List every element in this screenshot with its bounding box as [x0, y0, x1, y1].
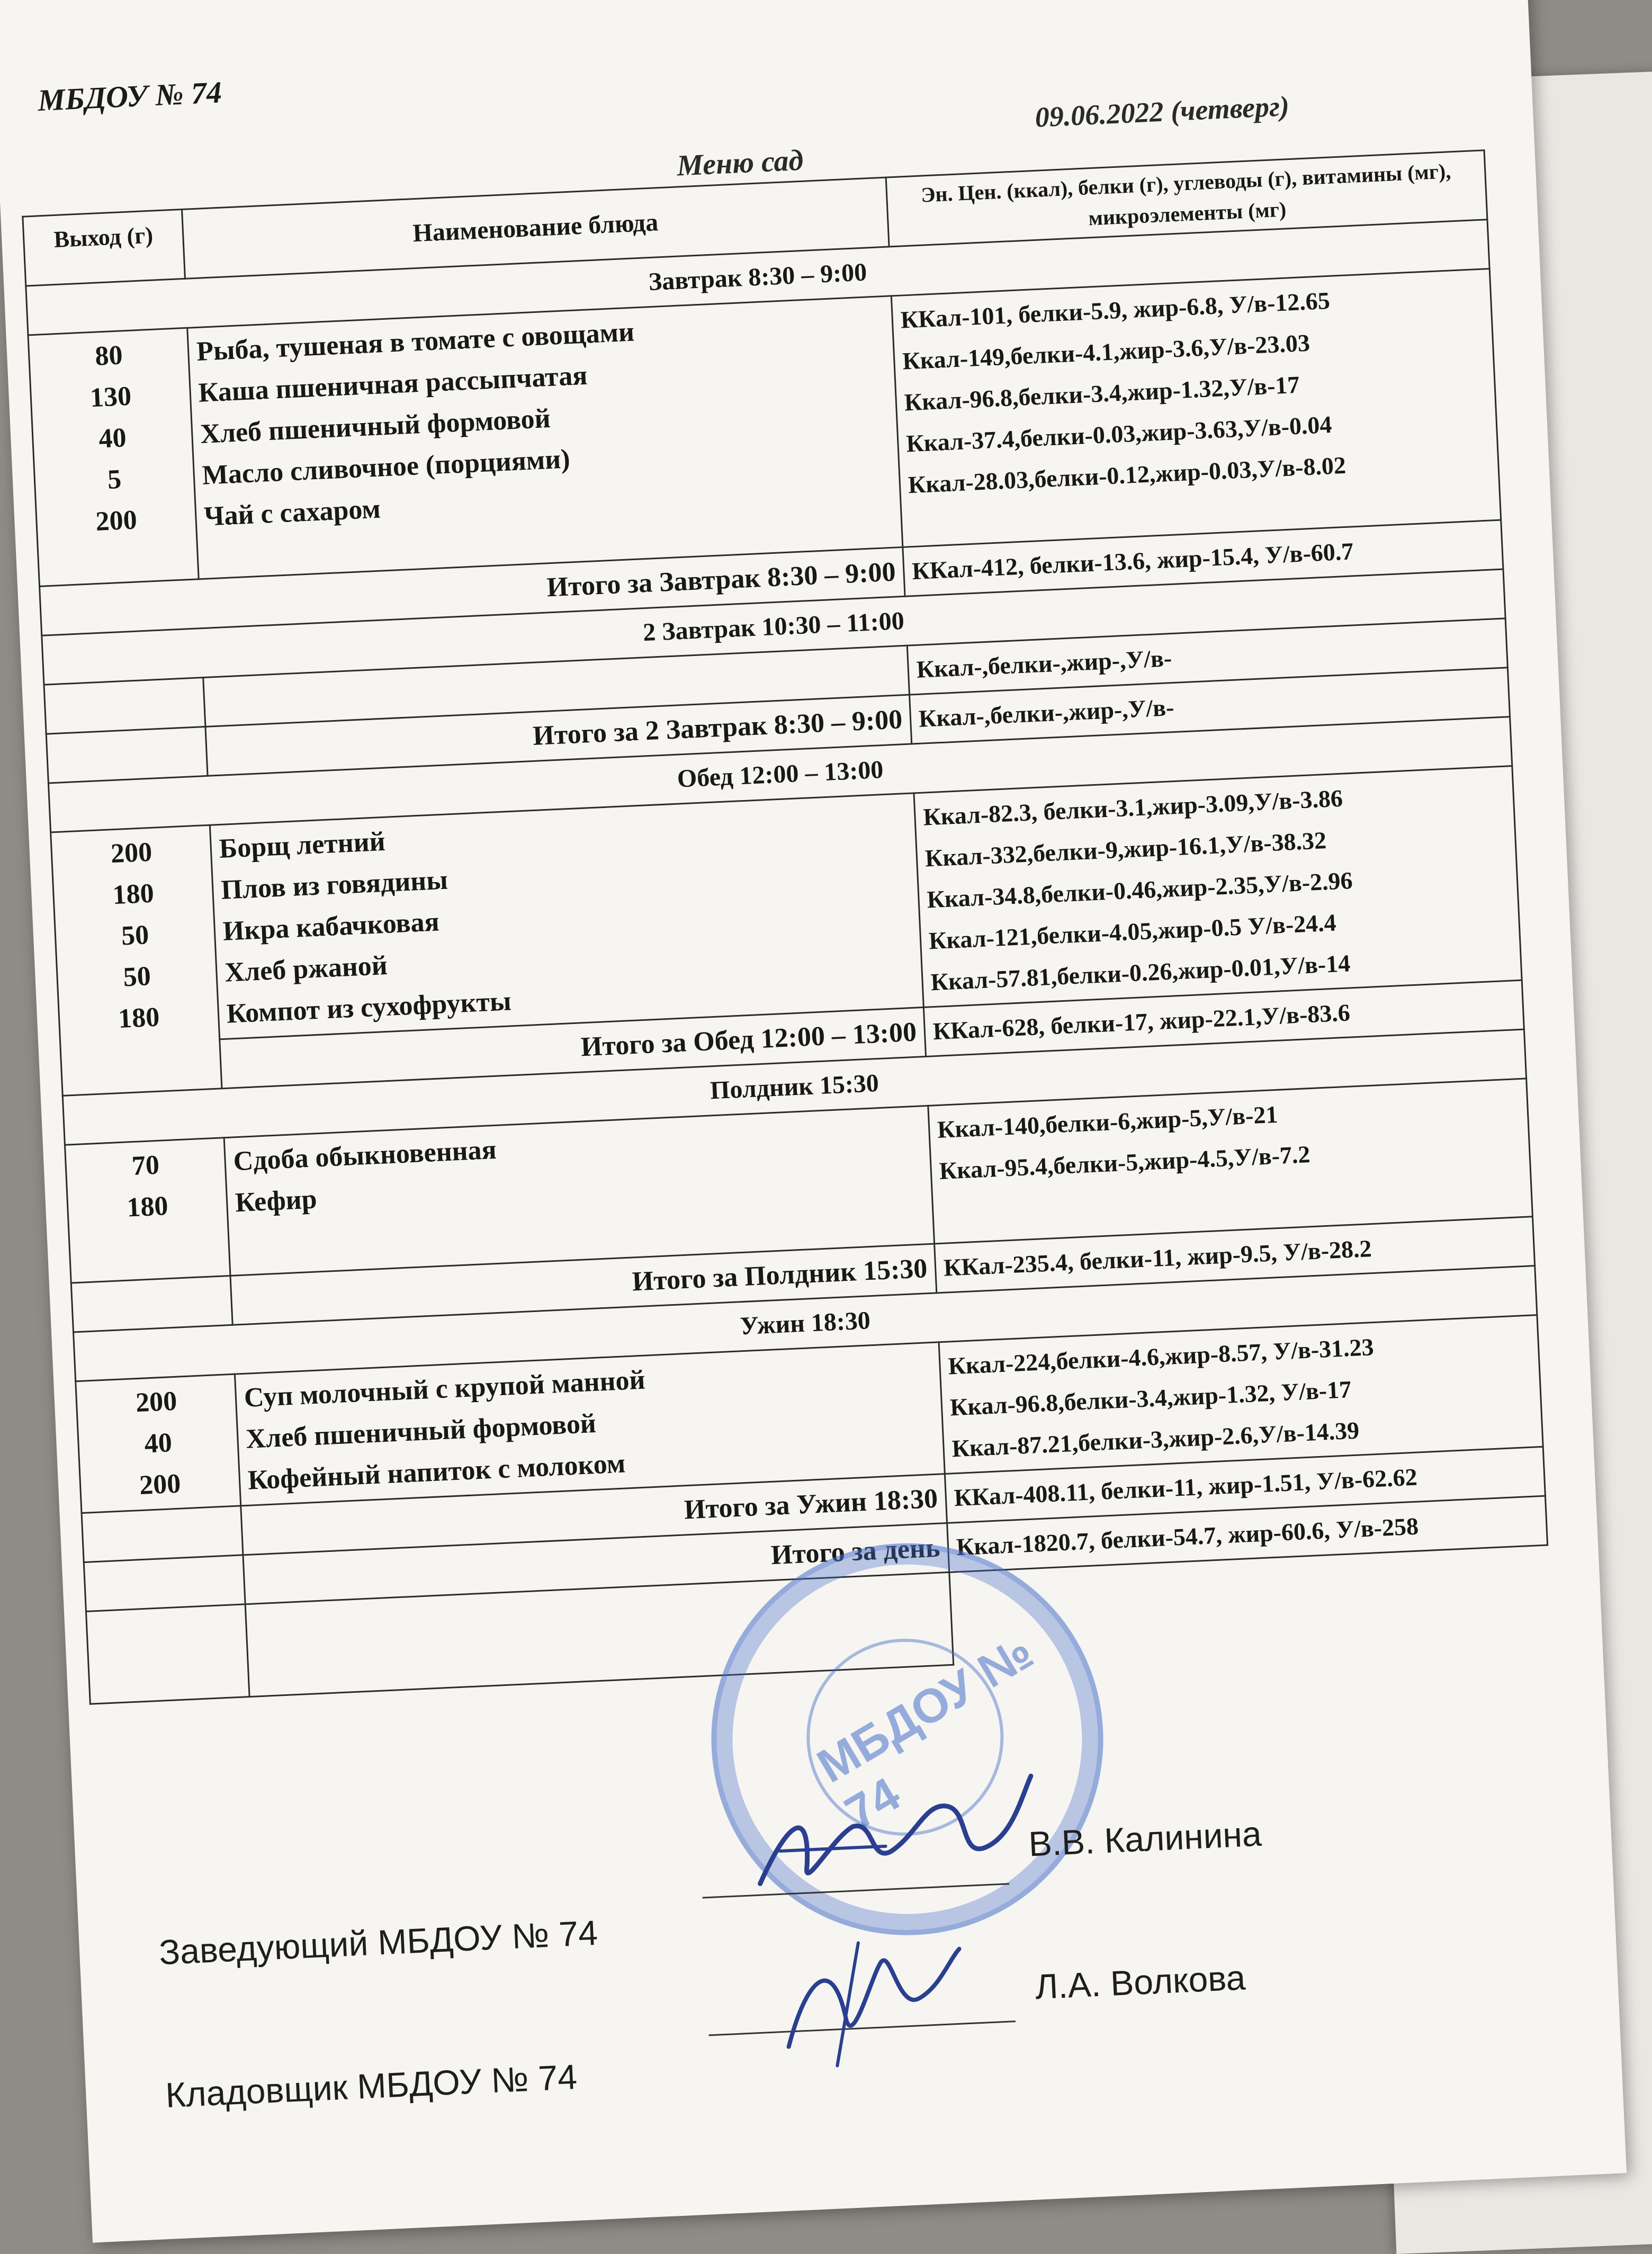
nutrition-value: Ккал-149,белки-4.1,жир-3.6,У/в-23.03 [902, 329, 1310, 375]
dish-cell [210, 793, 923, 1039]
output-value: 70 [131, 1150, 160, 1182]
section-title: 2 Завтрак 10:30 – 11:00 [42, 569, 1505, 685]
nutrition-value: Ккал-34.8,белки-0.46,жир-2.35,У/в-2.96 [926, 867, 1353, 913]
total-value: ККал-408.11, белки-11, жир-1.51, У/в-62.62 [945, 1447, 1545, 1523]
nutrition-cell [914, 766, 1522, 1008]
menu-date: 09.06.2022 (четверг) [1034, 89, 1290, 133]
nutrition-value: Ккал-332,белки-9,жир-16.1,У/в-38.32 [924, 827, 1327, 872]
nutrition-value: Ккал-95.4,белки-5,жир-4.5,У/в-7.2 [938, 1141, 1311, 1184]
dish-name: Плов из говядины [220, 865, 448, 905]
total-label: Итого за Полдник 15:30 [230, 1244, 937, 1325]
dish-name: Компот из сухофрукты [226, 986, 512, 1029]
nutrition-value: Ккал-82.3, белки-3.1,жир-3.09,У/в-3.86 [922, 784, 1343, 831]
output-value: 180 [117, 1002, 160, 1034]
head-handwritten-signature [745, 1765, 1047, 1916]
output-cell [51, 825, 222, 1095]
head-name: В.В. Калинина [1028, 1813, 1263, 1864]
nutrition-value: Ккал-57.81,белки-0.26,жир-0.01,У/в-14 [930, 949, 1351, 996]
output-value: 200 [110, 837, 153, 869]
output-value: 80 [94, 340, 123, 372]
total-value: ККал-628, белки-17, жир-22.1,У/в-83.6 [923, 980, 1524, 1056]
dish-name: Хлеб ржаной [224, 950, 388, 988]
output-cell [76, 1374, 241, 1513]
output-value: 180 [126, 1191, 169, 1223]
organization-title: МБДОУ № 74 [37, 75, 223, 118]
output-value: 200 [134, 1386, 178, 1418]
nutrition-value: Ккал-28.03,белки-0.12,жир-0.03,У/в-8.02 [907, 451, 1346, 499]
output-value: 180 [112, 878, 155, 911]
nutrition-cell [939, 1315, 1543, 1474]
dish-name: Чай с сахаром [203, 493, 381, 532]
output-value: 200 [95, 505, 138, 537]
output-value: 5 [106, 464, 122, 495]
total-value: ККал-412, белки-13.6, жир-15.4, У/в-60.7 [903, 520, 1503, 596]
nutrition-cell [891, 269, 1501, 547]
header-nutrition: Эн. Цен. (ккал), белки (г), углеводы (г), витамины (мг), микроэлементы (мг) [886, 150, 1487, 247]
output-value: 50 [120, 920, 150, 951]
output-cell [28, 328, 199, 586]
dish-cell [187, 296, 903, 579]
output-cell [86, 1604, 249, 1704]
output-cell [71, 1276, 232, 1332]
nutrition-value: Ккал-87.21,белки-3,жир-2.6,У/в-14.39 [951, 1416, 1360, 1462]
menu-table [22, 149, 1552, 1705]
day-total-value: Ккал-1820.7, белки-54.7, жир-60.6, У/в-258 [947, 1496, 1548, 1572]
dish-name: Кофейный напиток с молоком [247, 1448, 626, 1496]
dish-name: Рыба, тушеная в томате с овощами [195, 317, 635, 367]
nutrition-value: Ккал-37.4,белки-0.03,жир-3.63,У/в-0.04 [905, 410, 1333, 457]
dish-name: Сдоба обыкновенная [232, 1134, 497, 1177]
output-cell [82, 1506, 243, 1562]
output-cell [65, 1138, 230, 1283]
nutrition-value: ККал-101, белки-5.9, жир-6.8, У/в-12.65 [900, 286, 1331, 334]
dish-name: Кефир [234, 1184, 318, 1218]
section-title: Ужин 18:30 [74, 1266, 1537, 1381]
dish-name: Хлеб пшеничный формовой [200, 403, 551, 450]
nutrition-value: Ккал-224,белки-4.6,жир-8.57, У/в-31.23 [947, 1333, 1375, 1380]
dish-name: Суп молочный с крупой манной [243, 1364, 646, 1413]
output-value: 50 [122, 961, 151, 993]
dish-name: Масло сливочное (порциями) [201, 444, 571, 491]
output-cell [84, 1555, 245, 1612]
stamp-label: МБДОУ № 74 [809, 1626, 1042, 1840]
output-cell [44, 678, 205, 734]
header-output: Выход (г) [23, 209, 185, 286]
nutrition-cell [928, 1079, 1533, 1244]
nutrition-value: Ккал-,белки-,жир-,У/в- [907, 618, 1507, 695]
total-label: Итого за Обед 12:00 – 13:00 [220, 1007, 926, 1088]
nutrition-value: Ккал-96.8,белки-3.4,жир-1.32, У/в-17 [949, 1376, 1352, 1421]
nutrition-value: Ккал-121,белки-4.05,жир-0.5 У/в-24.4 [928, 909, 1337, 955]
nutrition-value: Ккал-96.8,белки-3.4,жир-1.32,У/в-17 [903, 371, 1300, 416]
section-title: Полдник 15:30 [62, 1029, 1526, 1145]
section-title: Обед 12:00 – 13:00 [48, 717, 1512, 832]
dish-name: Борщ летний [218, 826, 386, 864]
menu-title: Меню сад [676, 143, 804, 183]
storekeeper-name: Л.А. Волкова [1034, 1957, 1246, 2007]
total-value: ККал-235.4, белки-11, жир-9.5, У/в-28.2 [935, 1217, 1535, 1293]
total-value: Ккал-,белки-,жир-,У/в- [910, 668, 1510, 744]
storekeeper-title: Кладовщик МБДОУ № 74 [164, 2057, 578, 2115]
head-title: Заведующий МБДОУ № 74 [158, 1912, 599, 1972]
dish-name: Икра кабачковая [222, 906, 440, 947]
storekeeper-handwritten-signature [768, 1927, 975, 2074]
output-value: 130 [89, 381, 132, 414]
total-label: Итого за Ужин 18:30 [241, 1474, 947, 1555]
output-value: 200 [138, 1468, 182, 1501]
output-cell [46, 726, 208, 783]
header-dish: Наименование блюда [182, 177, 890, 279]
total-label: Итого за 2 Завтрак 8:30 – 9:00 [205, 695, 912, 776]
total-label: Итого за Завтрак 8:30 – 9:00 [40, 547, 905, 635]
dish-name: Каша пшеничная рассыпчатая [197, 360, 588, 408]
section-title: Завтрак 8:30 – 9:00 [26, 220, 1489, 335]
output-value: 40 [143, 1427, 173, 1459]
output-value: 40 [98, 423, 127, 454]
day-total-label: Итого за день [243, 1523, 949, 1604]
dish-name: Хлеб пшеничный формовой [245, 1408, 597, 1454]
nutrition-value: Ккал-140,белки-6,жир-5,У/в-21 [937, 1100, 1279, 1144]
